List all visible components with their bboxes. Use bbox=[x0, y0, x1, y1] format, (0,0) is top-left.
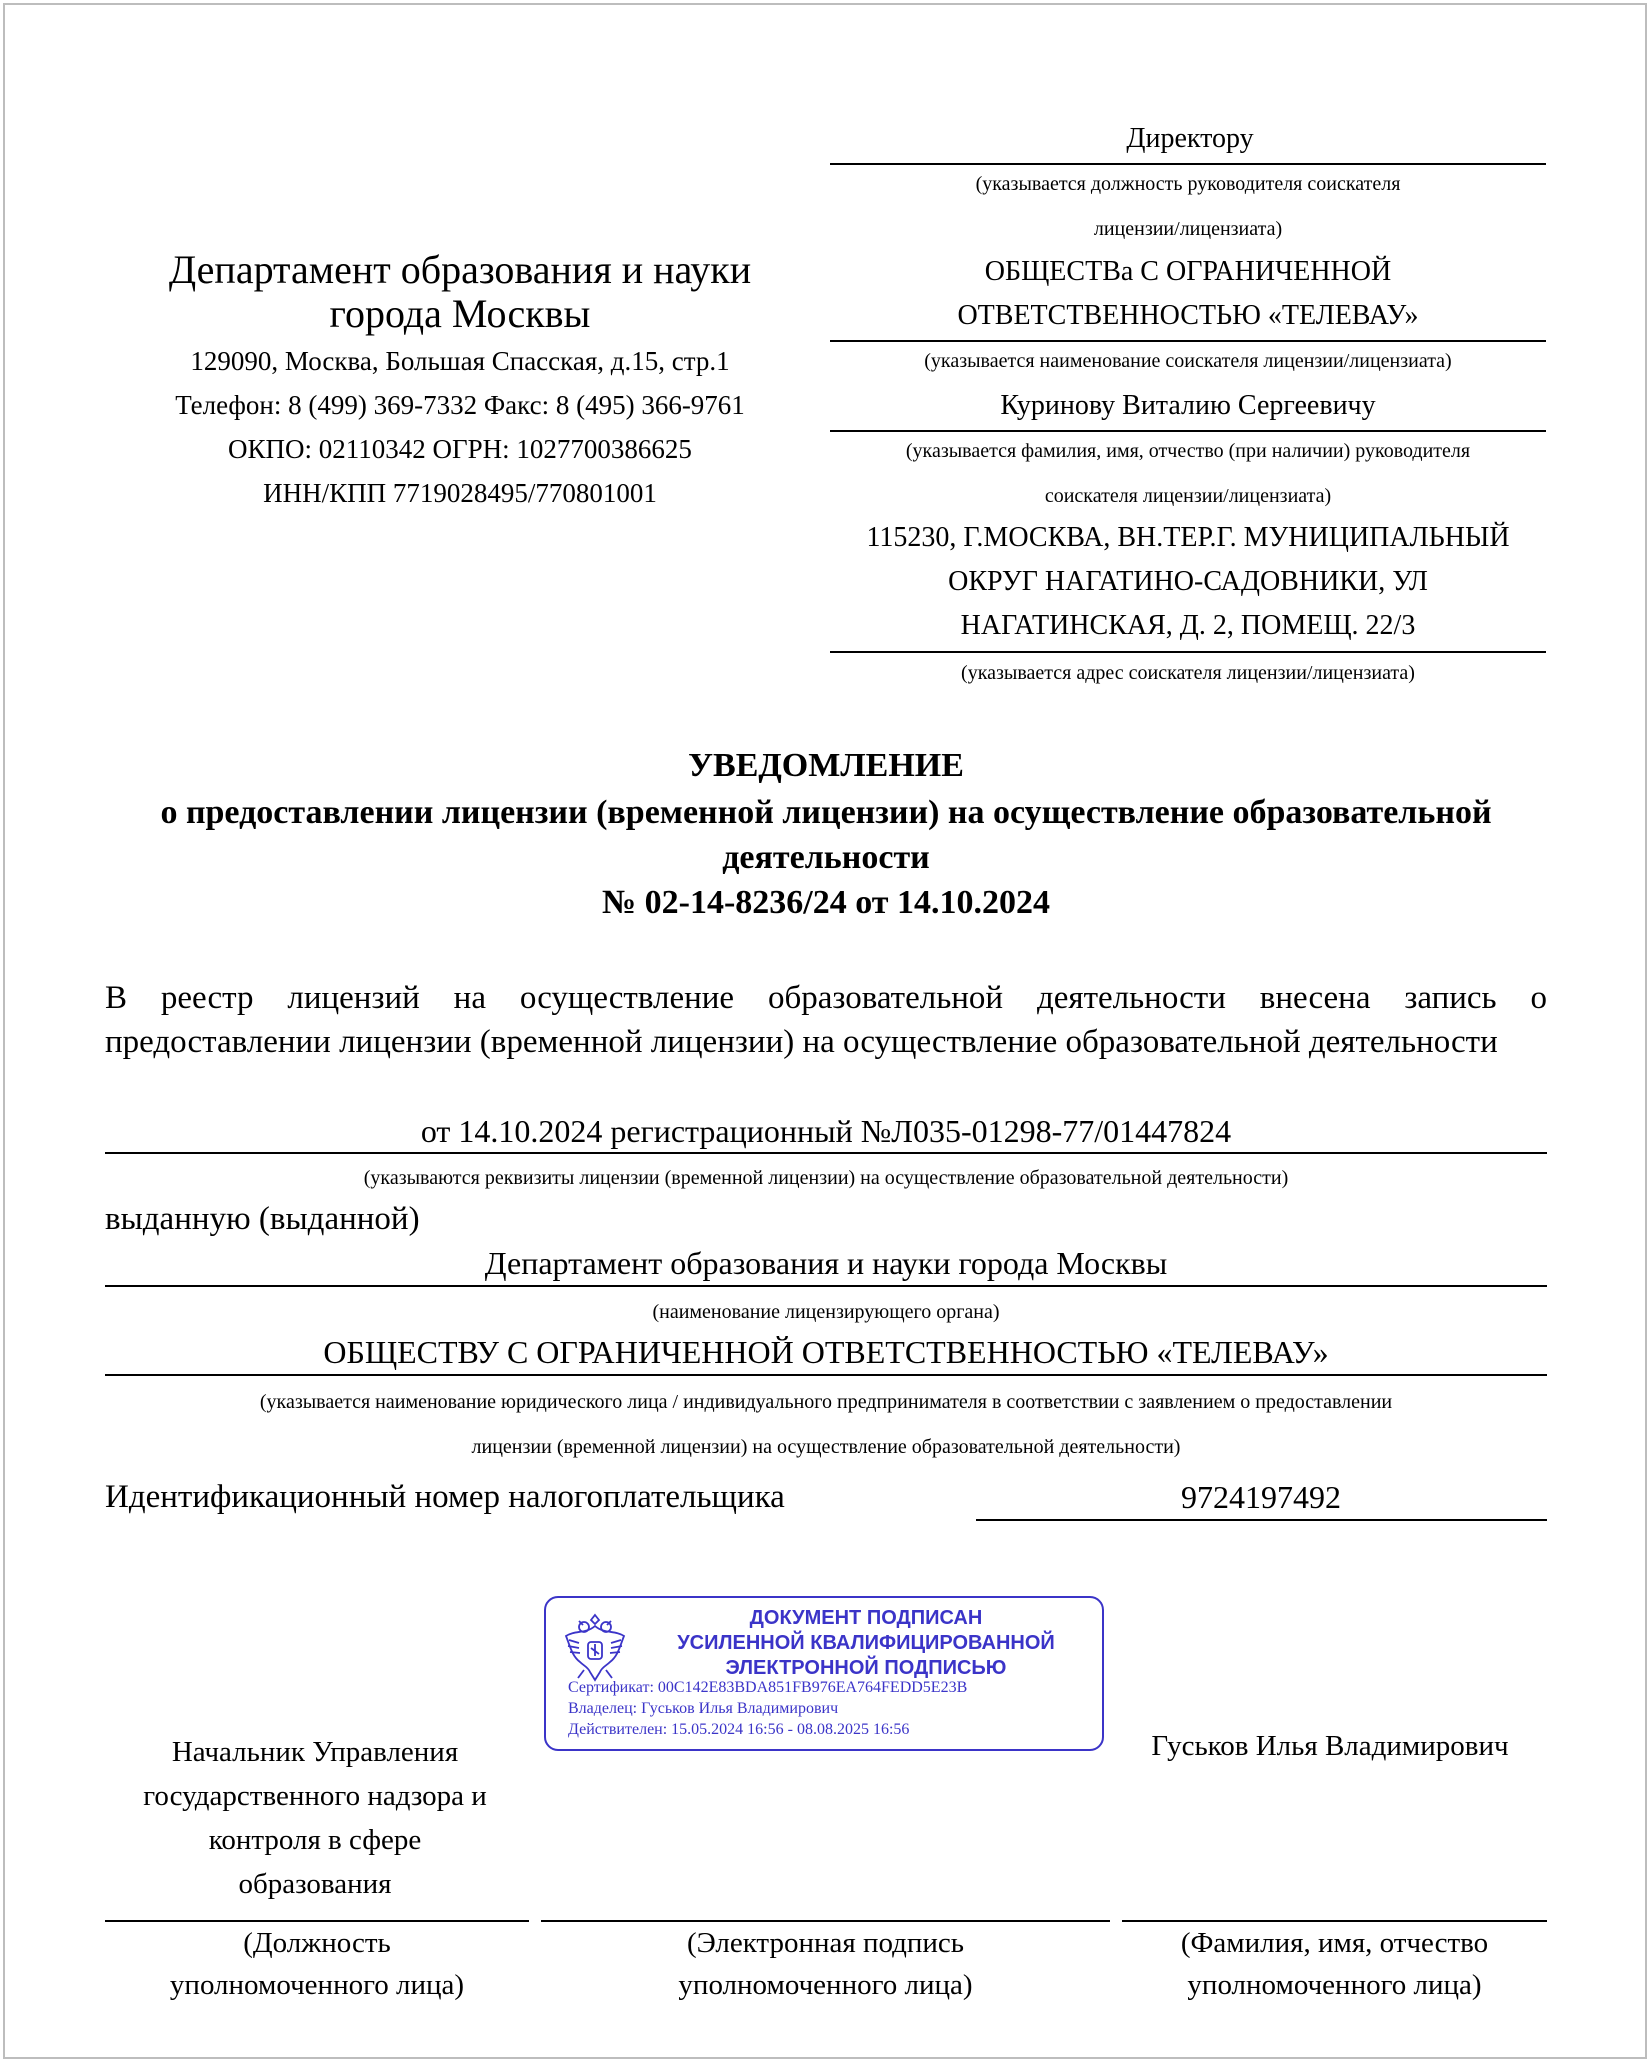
caption-e-signature-line-2: уполномоченного лица) bbox=[678, 1969, 973, 2001]
stamp-validity: Действителен: 15.05.2024 16:56 - 08.08.2025 16:56 bbox=[568, 1721, 910, 1738]
licensing-authority: Департамент образования и науки города Москвы bbox=[484, 1245, 1168, 1281]
signer-position-line-1: Начальник Управления bbox=[171, 1736, 459, 1768]
caption-e-signature bbox=[541, 1922, 1110, 2006]
license-details: от 14.10.2024 регистрационный №Л035-01298-77/01447824 bbox=[420, 1113, 1232, 1149]
addressee-address-line-3: НАГАТИНСКАЯ, Д. 2, ПОМЕЩ. 22/3 bbox=[960, 610, 1416, 641]
person-note-1: (указывается фамилия, имя, отчество (при наличии) руководителя bbox=[905, 440, 1471, 462]
license-underline bbox=[105, 1152, 1547, 1154]
stamp-heading-line-3: ЭЛЕКТРОННОЙ ПОДПИСЬЮ bbox=[725, 1657, 1007, 1679]
caption-position-line-1: (Должность bbox=[243, 1927, 391, 1959]
signer-position-line-2: государственного надзора и bbox=[143, 1780, 487, 1812]
authority-note: (наименование лицензирующего органа) bbox=[652, 1301, 1000, 1323]
notice-subtitle-line-1: о предоставлении лицензии (временной лицензии) на осуществление образовательной bbox=[160, 794, 1492, 831]
sender-phones: Телефон: 8 (499) 369-7332 Факс: 8 (495) 366-9761 bbox=[175, 390, 745, 420]
signer-position-line-4: образования bbox=[238, 1868, 392, 1900]
caption-e-signature-line-1: (Электронная подпись bbox=[686, 1927, 965, 1959]
sender-address: 129090, Москва, Большая Спасская, д.15, стр.1 bbox=[190, 346, 730, 376]
caption-full-name-line-1: (Фамилия, имя, отчество bbox=[1180, 1927, 1489, 1959]
stamp-heading-line-1: ДОКУМЕНТ ПОДПИСАН bbox=[749, 1607, 983, 1629]
sender-inn: ИНН/КПП 7719028495/770801001 bbox=[263, 478, 657, 508]
position-underline bbox=[830, 163, 1546, 165]
person-note-2: соискателя лицензии/лицензиата) bbox=[1044, 485, 1332, 507]
signer-position-line-3: контроля в сфере bbox=[208, 1824, 422, 1856]
addressee-address-line-1: 115230, Г.МОСКВА, ВН.ТЕР.Г. МУНИЦИПАЛЬНЫЙ bbox=[866, 522, 1510, 553]
position-note-2: лицензии/лицензиата) bbox=[1093, 218, 1283, 240]
address-note: (указывается адрес соискателя лицензии/лицензиата) bbox=[961, 662, 1415, 684]
caption-position bbox=[105, 1922, 529, 2006]
notice-subtitle-line-2: деятельности bbox=[722, 839, 930, 876]
inn-value: 9724197492 bbox=[1181, 1479, 1341, 1515]
address-underline bbox=[830, 651, 1546, 653]
license-note: (указываются реквизиты лицензии (временной лицензии) на осуществление образовательной деятельности) bbox=[363, 1167, 1289, 1189]
body-intro: В реестр лицензий на осуществление образовательной деятельности внесена запись о предоставлении лицензии (временной лицензии) на осуществление образовательной деятельности bbox=[105, 980, 1547, 1060]
org-underline bbox=[830, 340, 1546, 342]
licensee-name: ОБЩЕСТВУ С ОГРАНИЧЕННОЙ ОТВЕТСТВЕННОСТЬЮ «ТЕЛЕВАУ» bbox=[323, 1334, 1329, 1370]
stamp-owner: Владелец: Гуськов Илья Владимирович bbox=[568, 1700, 839, 1717]
licensee-note-1: (указывается наименование юридического лица / индивидуального предпринимателя в соответствии с заявлением о предоставлении bbox=[259, 1391, 1393, 1413]
caption-full-name-line-2: уполномоченного лица) bbox=[1187, 1969, 1482, 2001]
caption-position-line-2: уполномоченного лица) bbox=[169, 1969, 465, 2001]
licensee-underline bbox=[105, 1374, 1547, 1376]
sender-name: Департамент образования и науки города Москвы bbox=[168, 247, 752, 336]
addressee-org-line-2: ОТВЕТСТВЕННОСТЬЮ «ТЕЛЕВАУ» bbox=[957, 300, 1419, 331]
stamp-heading bbox=[641, 1606, 1091, 1681]
notice-title: УВЕДОМЛЕНИЕ bbox=[688, 747, 964, 784]
position-note-1: (указывается должность руководителя соискателя bbox=[975, 173, 1401, 195]
e-signature-stamp bbox=[544, 1596, 1104, 1751]
addressee-address-line-2: ОКРУГ НАГАТИНО-САДОВНИКИ, УЛ bbox=[948, 566, 1428, 597]
org-note: (указывается наименование соискателя лицензии/лицензиата) bbox=[924, 350, 1452, 372]
addressee-org-line-1: ОБЩЕСТВа С ОГРАНИЧЕННОЙ bbox=[984, 256, 1392, 287]
authority-underline bbox=[105, 1285, 1547, 1287]
addressee-position: Директору bbox=[1126, 123, 1254, 154]
coat-of-arms-icon bbox=[560, 1612, 630, 1684]
licensee-note-2: лицензии (временной лицензии) на осуществление образовательной деятельности) bbox=[471, 1436, 1181, 1458]
inn-underline bbox=[976, 1519, 1547, 1521]
inn-label: Идентификационный номер налогоплательщика bbox=[105, 1479, 785, 1515]
stamp-heading-line-2: УСИЛЕННОЙ КВАЛИФИЦИРОВАННОЙ bbox=[677, 1632, 1055, 1654]
sender-codes: ОКПО: 02110342 ОГРН: 1027700386625 bbox=[228, 434, 692, 464]
person-underline bbox=[830, 430, 1546, 432]
stamp-certificate: Сертификат: 00C142E83BDA851FB976EA764FEDD5E23B bbox=[568, 1679, 968, 1696]
signer-name: Гуськов Илья Владимирович bbox=[1151, 1730, 1509, 1762]
caption-full-name bbox=[1122, 1922, 1547, 2006]
addressee-person: Куринову Виталию Сергеевичу bbox=[1000, 390, 1376, 421]
signer-position bbox=[105, 1730, 525, 1906]
issued-label: выданную (выданной) bbox=[105, 1201, 420, 1237]
notice-number: № 02-14-8236/24 от 14.10.2024 bbox=[601, 884, 1050, 921]
